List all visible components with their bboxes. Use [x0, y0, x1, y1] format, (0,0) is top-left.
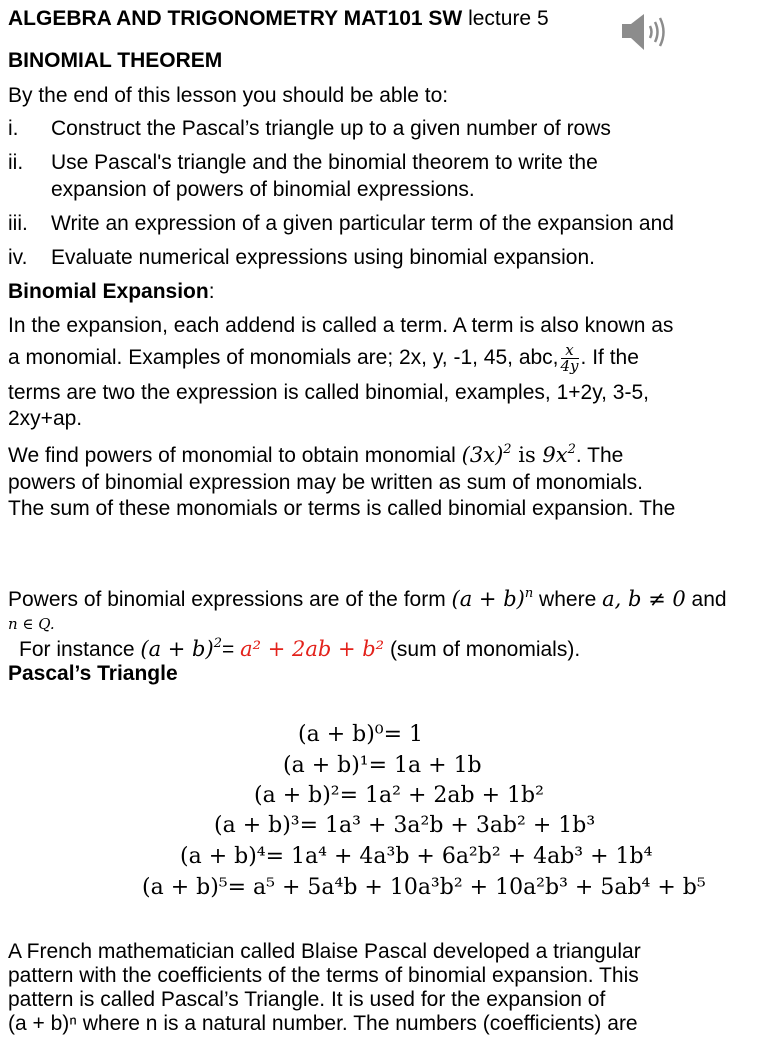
paragraph-text: and: [685, 588, 727, 611]
paragraph-text: Powers of binomial expressions are of the form: [8, 588, 452, 611]
speaker-icon[interactable]: [618, 10, 668, 54]
heading-colon: :: [208, 280, 215, 303]
paragraph-line: In the expansion, each addend is called a term. A term is also known as: [8, 314, 674, 337]
paragraph-line: [8, 343, 639, 374]
paragraph-text: where: [533, 588, 603, 611]
objective-text: Write an expression of a given particular term of the expansion and: [51, 212, 674, 235]
fraction-denominator: 4y: [560, 357, 579, 375]
math-expression: (3x): [461, 443, 504, 467]
expansion-equation: (a + b)³= 1a³ + 3a²b + 3ab² + 1b³: [214, 813, 596, 838]
expansion-equation: (a + b)⁰= 1: [298, 722, 424, 747]
course-title: ALGEBRA AND TRIGONOMETRY MAT101 SW: [8, 7, 463, 30]
exponent: 2: [503, 442, 512, 457]
lecture-number: lecture 5: [462, 7, 549, 30]
math-expression: (a + b): [140, 637, 214, 661]
objective-number: ii.: [8, 151, 24, 174]
paragraph-text: . If the: [580, 346, 639, 370]
expansion-heading-text: Binomial Expansion: [8, 280, 209, 303]
objective-text: Construct the Pascal’s triangle up to a given number of rows: [51, 117, 611, 140]
expansion-equation: (a + b)⁵= a⁵ + 5a⁴b + 10a³b² + 10a²b³ + 5ab⁴ + b⁵: [142, 875, 706, 900]
equals-sign: =: [221, 638, 241, 661]
paragraph-text: . The: [575, 444, 624, 467]
paragraph-line: pattern with the coefficients of the terms of binomial expansion. This: [8, 964, 639, 987]
math-expression: (a + b): [451, 587, 525, 611]
exponent: n: [524, 586, 534, 601]
set-condition: n ∈ Q.: [8, 615, 55, 633]
powers-line: [8, 586, 727, 613]
paragraph-text: For instance: [19, 638, 141, 661]
highlighted-expansion: a² + 2ab + b²: [240, 637, 385, 661]
exponent: 2: [213, 636, 222, 651]
fraction: [561, 343, 579, 374]
paragraph-line: [8, 442, 623, 469]
paragraph-text: a monomial. Examples of monomials are; 2x, y, -1, 45, abc,: [8, 346, 559, 370]
expansion-equation: (a + b)⁴= 1a⁴ + 4a³b + 6a²b² + 4ab³ + 1b⁴: [180, 844, 653, 869]
objective-text-continued: expansion of powers of binomial expressions.: [51, 178, 475, 201]
expansion-equation: (a + b)¹= 1a + 1b: [283, 753, 482, 778]
objective-number: iv.: [8, 246, 28, 269]
math-expression: 9x: [542, 443, 568, 467]
paragraph-line: 2xy+ap.: [8, 407, 83, 430]
paragraph-text: We find powers of monomial to obtain monomial: [8, 444, 462, 467]
objective-text: Use Pascal's triangle and the binomial theorem to write the: [51, 151, 598, 174]
objective-number: iii.: [8, 212, 28, 235]
objectives-intro: By the end of this lesson you should be able to:: [8, 84, 449, 107]
objective-number: i.: [8, 117, 19, 140]
lecture-header: [8, 6, 549, 32]
fraction-numerator: x: [561, 343, 579, 359]
expansion-equation: (a + b)²= 1a² + 2ab + 1b²: [254, 783, 544, 808]
math-expression: a, b ≠ 0: [602, 587, 686, 611]
math-text: is: [511, 443, 543, 467]
paragraph-text: (sum of monomials).: [384, 638, 581, 661]
expansion-heading: [8, 279, 215, 305]
paragraph-line: (a + b)ⁿ where n is a natural number. The numbers (coefficients) are: [8, 1012, 638, 1035]
paragraph-line: pattern is called Pascal’s Triangle. It is used for the expansion of: [8, 988, 606, 1011]
pascal-heading: Pascal’s Triangle: [8, 662, 178, 685]
paragraph-line: powers of binomial expression may be written as sum of monomials.: [8, 471, 643, 494]
exponent: 2: [567, 442, 576, 457]
section-title: BINOMIAL THEOREM: [8, 49, 223, 72]
paragraph-line: The sum of these monomials or terms is called binomial expansion. The: [8, 497, 676, 520]
paragraph-line: A French mathematician called Blaise Pascal developed a triangular: [8, 940, 641, 963]
objective-text: Evaluate numerical expressions using binomial expansion.: [51, 246, 595, 269]
paragraph-line: terms are two the expression is called binomial, examples, 1+2y, 3-5,: [8, 381, 649, 404]
instance-line: [19, 636, 580, 663]
